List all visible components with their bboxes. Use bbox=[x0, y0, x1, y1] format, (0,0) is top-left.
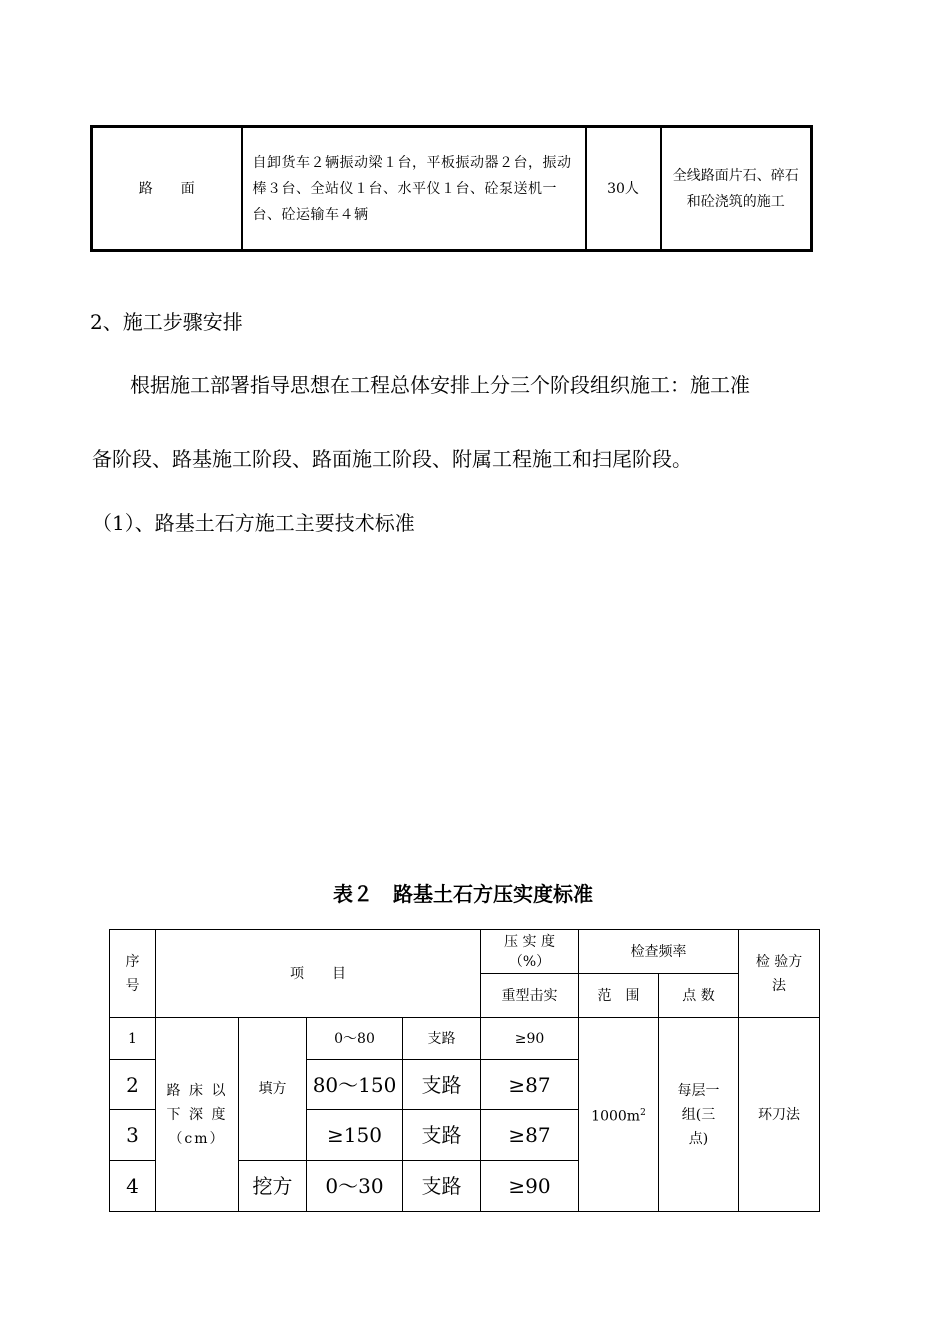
row-depth: 0～80 bbox=[307, 1018, 403, 1060]
table-row bbox=[92, 127, 812, 251]
depth-group-label: 路 床 以下 深 度（cm） bbox=[156, 1018, 239, 1212]
row-seq: 3 bbox=[110, 1110, 156, 1161]
range-value bbox=[579, 1018, 659, 1212]
row-road: 支路 bbox=[403, 1018, 481, 1060]
equipment-list-cell: 自卸货车２辆振动梁１台，平板振动器２台，振动棒３台、全站仪１台、水平仪１台、砼泵送机一台、砼运输车４辆 bbox=[242, 127, 586, 251]
paragraph-line-1: 根据施工部署指导思想在工程总体安排上分三个阶段组织施工：施工准 bbox=[130, 373, 750, 397]
row-value: ≥87 bbox=[481, 1060, 579, 1110]
header-points: 点 数 bbox=[659, 974, 739, 1018]
table-row bbox=[110, 1018, 820, 1060]
row-seq: 1 bbox=[110, 1018, 156, 1060]
row-value: ≥87 bbox=[481, 1110, 579, 1161]
row-depth: ≥150 bbox=[307, 1110, 403, 1161]
equipment-table bbox=[90, 125, 813, 252]
row-value: ≥90 bbox=[481, 1018, 579, 1060]
range-number: 1000m bbox=[591, 1108, 641, 1125]
equipment-category-cell: 路 面 bbox=[92, 127, 242, 251]
row-depth: 80～150 bbox=[307, 1060, 403, 1110]
header-row bbox=[110, 930, 820, 974]
header-range: 范 围 bbox=[579, 974, 659, 1018]
header-compaction-sub: 重型击实 bbox=[481, 974, 579, 1018]
personnel-cell: 30人 bbox=[586, 127, 661, 251]
row-road: 支路 bbox=[403, 1161, 481, 1212]
header-compaction: 压 实 度（%） bbox=[481, 930, 579, 974]
row-seq: 2 bbox=[110, 1060, 156, 1110]
header-item: 项 目 bbox=[156, 930, 481, 1018]
table-title: 表２ 路基土石方压实度标准 bbox=[333, 882, 593, 906]
points-value: 每层一组(三点) bbox=[659, 1018, 739, 1212]
header-frequency: 检查频率 bbox=[579, 930, 739, 974]
cut-label: 挖方 bbox=[239, 1161, 307, 1212]
header-seq: 序号 bbox=[110, 930, 156, 1018]
method-value: 环刀法 bbox=[739, 1018, 820, 1212]
fill-label: 填方 bbox=[239, 1018, 307, 1161]
row-road: 支路 bbox=[403, 1110, 481, 1161]
header-method: 检 验方 法 bbox=[739, 930, 820, 1018]
row-road: 支路 bbox=[403, 1060, 481, 1110]
scope-cell: 全线路面片石、碎石和砼浇筑的施工 bbox=[661, 127, 812, 251]
range-unit-sup: 2 bbox=[640, 1107, 646, 1118]
row-depth: 0～30 bbox=[307, 1161, 403, 1212]
section-heading: 2、施工步骤安排 bbox=[90, 310, 243, 334]
row-value: ≥90 bbox=[481, 1161, 579, 1212]
paragraph-line-2: 备阶段、路基施工阶段、路面施工阶段、附属工程施工和扫尾阶段。 bbox=[92, 447, 692, 471]
compaction-standard-table bbox=[109, 929, 820, 1212]
sub-heading: （1）、路基土石方施工主要技术标准 bbox=[92, 511, 415, 535]
row-seq: 4 bbox=[110, 1161, 156, 1212]
